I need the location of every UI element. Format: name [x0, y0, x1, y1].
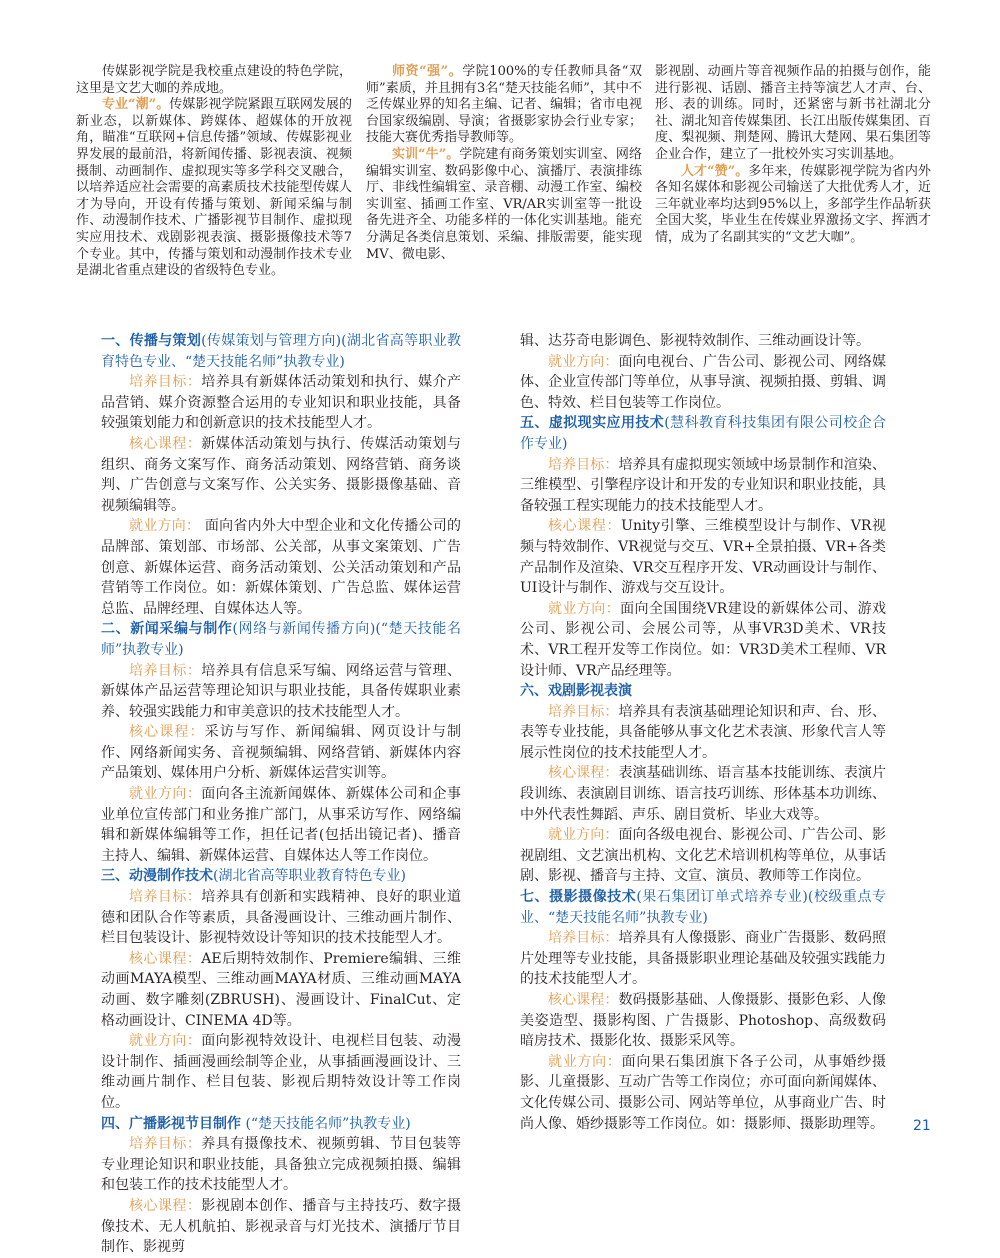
- paragraph-text: 培养具有人像摄影、商业广告摄影、数码照片处理等专业技能，具备摄影职业理论基础及较强实践能力的技术技能型人才。: [520, 930, 887, 988]
- paragraph-text: 面向各主流新闻媒体、新媒体公司和企事业单位宣传部门和业务推广部门，从事采访写作、网络编辑和新媒体编辑等工作，担任记者(包括出镜记者)、播音主持人、编辑、新媒体运营、自媒体达人等工作岗位。: [101, 786, 462, 864]
- paragraph: [101, 661, 461, 723]
- program-heading: [101, 1114, 461, 1135]
- program-subtitle: (慧科教育科技集团有限公司校企合作专业): [520, 415, 886, 452]
- paragraph-text: 面向电视台、广告公司、影视公司、网络媒体、企业宣传部门等单位，从事导演、视频拍摄、剪辑、调色、特效、栏目包装等工作岗位。: [520, 353, 887, 411]
- programs-column-right: [520, 331, 886, 1134]
- program-subtitle: (湖北省高等职业教育特色专业): [213, 868, 406, 885]
- program-subtitle: (网络与新闻传播方向)(“楚天技能名师”执教专业): [101, 621, 461, 658]
- paragraph: [101, 1196, 461, 1258]
- paragraph: [76, 97, 352, 280]
- program-title: 四、广播影视节目制作: [101, 1115, 241, 1132]
- program-title: 一、传播与策划: [101, 333, 202, 349]
- paragraph: [101, 722, 461, 784]
- paragraph-label: 师资“强”。: [392, 64, 463, 79]
- program-title: 六、戏剧影视表演: [520, 683, 632, 700]
- paragraph: [520, 928, 886, 990]
- paragraph-text: 表演基础训练、语言基本技能训练、表演片段训练、表演剧目训练、语言技巧训练、形体基本功训练、中外代表性舞蹈、声乐、剧目赏析、毕业大戏等。: [520, 765, 887, 823]
- paragraph-label: 培养目标：: [129, 1136, 202, 1153]
- paragraph-text: 数码摄影基础、人像摄影、摄影色彩、人像美姿造型、摄影构图、广告摄影、Photoshop、高级数码暗房技术、摄影化妆、摄影采风等。: [520, 992, 887, 1050]
- paragraph-label: 核心课程：: [129, 950, 202, 967]
- paragraph: [366, 64, 642, 147]
- paragraph: [520, 825, 886, 887]
- paragraph: [101, 784, 461, 866]
- paragraph-label: 核心课程：: [129, 1197, 202, 1214]
- program-heading: [520, 413, 886, 454]
- paragraph: [520, 763, 886, 825]
- paragraph-label: 就业方向：: [129, 786, 202, 803]
- paragraph: [101, 372, 461, 434]
- intro-column-3: [655, 64, 931, 247]
- paragraph: [76, 64, 352, 97]
- intro-column-2: [366, 64, 642, 263]
- paragraph: [101, 434, 461, 516]
- program-title: 二、新闻采编与制作: [101, 621, 233, 638]
- paragraph: [366, 147, 642, 263]
- paragraph-text: 新媒体活动策划与执行、传媒活动策划与组织、商务文案写作、商务活动策划、网络营销、商务谈判、广告创意与文案写作、公关实务、摄影摄像基础、音视频编辑等。: [101, 435, 462, 514]
- paragraph: [520, 599, 886, 681]
- paragraph-text: 影视剧本创作、播音与主持技巧、数字摄像技术、无人机航拍、影视录音与灯光技术、演播厅节目制作、影视剪: [101, 1197, 462, 1256]
- paragraph-label: 实训“牛”。: [392, 146, 460, 162]
- paragraph: [101, 516, 461, 619]
- program-subtitle: (果石集团订单式培养专业)(校级重点专业、“楚天技能名师”执教专业): [520, 889, 886, 926]
- paragraph-label: 培养目标：: [129, 662, 202, 679]
- paragraph: [520, 352, 886, 414]
- paragraph-label: 核心课程：: [129, 435, 202, 452]
- paragraph-label: 就业方向：: [548, 827, 619, 844]
- paragraph: [520, 331, 886, 352]
- paragraph-label: 核心课程：: [129, 724, 205, 741]
- paragraph-text: 培养具有创新和实践精神、良好的职业道德和团队合作等素质，具备漫画设计、三维动画片制作、栏目包装设计、影视特效设计等知识的技术技能型人才。: [101, 889, 462, 947]
- program-heading: [101, 866, 461, 887]
- paragraph-text: 多年来，传媒影视学院为省内外各知名媒体和影视公司输送了大批优秀人才，近三年就业率均达到95%以上，多部学生作品斩获全国大奖，毕业生在传媒业界激扬文字、挥洒才情，成为了名副其实的“文艺大咖”。: [655, 163, 931, 245]
- paragraph-label: 就业方向：: [548, 600, 621, 617]
- paragraph-label: 专业“潮”。: [102, 97, 170, 113]
- paragraph-text: 养具有摄像技术、视频剪辑、节目包装等专业理论知识和职业技能，具备独立完成视频拍摄、编辑和包装工作的技术技能型人才。: [101, 1136, 462, 1194]
- paragraph: [101, 887, 461, 949]
- paragraph: [655, 164, 931, 247]
- paragraph-text: 影视剧、动画片等音视频作品的拍摄与创作，能进行影视、话剧、播音主持等演艺人才声、台、形、表的训练。同时，还紧密与新书社湖北分社、湖北知音传媒集团、长江出版传媒集团、百度、梨视频、荆楚网、腾讯大楚网、果石集团等企业合作，建立了一批校外实习实训基地。: [655, 64, 931, 162]
- paragraph-text: 传媒影视学院紧跟互联网发展的新业态，以新媒体、跨媒体、超媒体的开放视角，瞄准“互联网+信息传播”领域、传媒影视业界发展的最前沿，将新闻传播、影视表演、视频摄制、动画制作、虚拟现实等多学科交叉融合，以培养适应社会需要的高素质技术技能型传媒人才为导向，开设有传播与策划、新闻采编与制作、动漫制作技术、广播影视节目制作、虚拟现实应用技术、戏剧影视表演、摄影摄像技术等7个专业。其中，传播与策划和动漫制作技术专业是湖北省重点建设的省级特色专业。: [76, 97, 352, 279]
- paragraph-label: 核心课程：: [548, 765, 619, 782]
- paragraph-text: 面向省内外大中型企业和文化传播公司的品牌部、策划部、市场部、公关部，从事文案策划、广告创意、新媒体运营、商务活动策划、公关活动策划和产品营销等工作岗位。如：新媒体策划、广告总监、媒体运营总监、品牌经理、自媒体达人等。: [101, 518, 462, 617]
- paragraph-text: 面向影视特效设计、电视栏目包装、动漫设计制作、插画漫画绘制等企业，从事插画漫画设计、三维动画片制作、栏目包装、影视后期特效设计等工作岗位。: [101, 1033, 462, 1111]
- paragraph-text: Unity引擎、三维模型设计与制作、VR视频与特效制作、VR视觉与交互、VR+全景拍摄、VR+各类产品制作及渲染、VR交互程序开发、VR动画设计与制作、UI设计与制作、游戏与交互设计。: [520, 518, 887, 597]
- page-number: 21: [913, 1118, 931, 1134]
- program-heading: [520, 681, 886, 702]
- paragraph-text: 学院建有商务策划实训室、网络编辑实训室、数码影像中心、演播厅、表演排练厅、非线性编辑室、录音棚、动漫工作室、编校实训室、插画工作室、VR/AR实训室等一批设备先进齐全、功能多样的一体化实训基地。能充分满足各类信息策划、采编、排版需要，能实现MV、微电影、: [366, 146, 642, 262]
- paragraph-text: 学院100%的专任教师具备“双师”素质，并且拥有3名“楚天技能名师”，其中不乏传媒业界的知名主编、记者、编辑；省市电视台国家级编剧、导演；省摄影家协会行业专家；技能大赛优秀指导教师等。: [366, 64, 642, 146]
- program-heading: [101, 331, 461, 372]
- paragraph-label: 培养目标：: [548, 930, 619, 947]
- paragraph-text: 面向果石集团旗下各子公司，从事婚纱摄影、儿童摄影、互动广告等工作岗位；亦可面向新闻媒体、文化传媒公司、摄影公司、网站等单位，从事商业广告、时尚人像、婚纱摄影等工作岗位。如：摄影师、摄影助理等。: [520, 1053, 887, 1132]
- paragraph-label: 培养目标：: [129, 374, 202, 391]
- paragraph: [520, 1052, 886, 1134]
- paragraph-text: 培养具有信息采写编、网络运营与管理、新媒体产品运营等理论知识与职业技能，具备传媒职业素养、较强实践能力和审美意识的技术技能型人才。: [101, 662, 462, 720]
- paragraph: [101, 1031, 461, 1113]
- paragraph: [520, 516, 886, 598]
- paragraph: [101, 949, 461, 1031]
- program-title: 七、摄影摄像技术: [520, 889, 637, 906]
- program-heading: [101, 619, 461, 660]
- paragraph-label: 培养目标：: [548, 456, 619, 473]
- program-subtitle: (传媒策划与管理方向)(湖北省高等职业教育特色专业、“楚天技能名师”执教专业): [101, 333, 462, 370]
- paragraph-text: 培养具有新媒体活动策划和执行、媒介产品营销、媒介资源整合运用的专业知识和职业技能，具备较强策划能力和创新意识的技术技能型人才。: [101, 374, 462, 432]
- program-subtitle: (“楚天技能名师”执教专业): [241, 1115, 411, 1132]
- paragraph: [520, 455, 886, 517]
- paragraph-text: 辑、达芬奇电影调色、影视特效制作、三维动画设计等。: [520, 333, 870, 349]
- paragraph: [520, 990, 886, 1052]
- paragraph: [520, 702, 886, 764]
- paragraph-label: 人才“赞”。: [681, 163, 749, 179]
- paragraph-text: 培养具有表演基础理论知识和声、台、形、表等专业技能，具备能够从事文化艺术表演、形象代言人等展示性岗位的技术技能型人才。: [520, 703, 887, 761]
- program-title: 五、虚拟现实应用技术: [520, 415, 665, 432]
- paragraph-label: 培养目标：: [548, 703, 619, 720]
- paragraph-label: 培养目标：: [129, 889, 202, 906]
- paragraph: [101, 1134, 461, 1196]
- paragraph-text: 培养具有虚拟现实领域中场景制作和渲染、三维模型、引擎程序设计和开发的专业知识和职业技能，具备较强工程实现能力的技术技能型人才。: [520, 456, 887, 514]
- paragraph-label: 核心课程：: [548, 518, 622, 535]
- program-heading: [520, 887, 886, 928]
- programs-column-left: [101, 331, 461, 1258]
- paragraph-text: 传媒影视学院是我校重点建设的特色学院，这里是文艺大咖的养成地。: [76, 64, 352, 96]
- paragraph-label: 就业方向：: [129, 518, 201, 535]
- program-title: 三、动漫制作技术: [101, 868, 213, 885]
- paragraph-label: 就业方向：: [548, 353, 619, 370]
- paragraph: [655, 64, 931, 164]
- paragraph-text: 采访与写作、新闻编辑、网页设计与制作、网络新闻实务、音视频编辑、网络营销、新媒体内容产品策划、媒体用户分析、新媒体运营实训等。: [101, 724, 462, 782]
- paragraph-text: 面向全国围绕VR建设的新媒体公司、游戏公司、影视公司、会展公司等，从事VR3D美术、VR技术、VR工程开发等工作岗位。如：VR3D美术工程师、VR设计师、VR产品经理等。: [520, 600, 886, 679]
- paragraph-label: 就业方向：: [129, 1033, 202, 1050]
- paragraph-text: 面向各级电视台、影视公司、广告公司、影视剧组、文艺演出机构、文化艺术培训机构等单位，从事话剧、影视、播音与主持、文宣、演员、教师等工作岗位。: [520, 827, 887, 885]
- paragraph-text: AE后期特效制作、Premiere编辑、三维动画MAYA模型、三维动画MAYA材质、三维动画MAYA动画、数字雕刻(ZBRUSH)、漫画设计、FinalCut、定格动画设计、CINEMA 4D等。: [101, 950, 461, 1029]
- intro-column-1: [76, 64, 352, 280]
- paragraph-label: 核心课程：: [548, 992, 619, 1008]
- paragraph-label: 就业方向：: [548, 1053, 622, 1070]
